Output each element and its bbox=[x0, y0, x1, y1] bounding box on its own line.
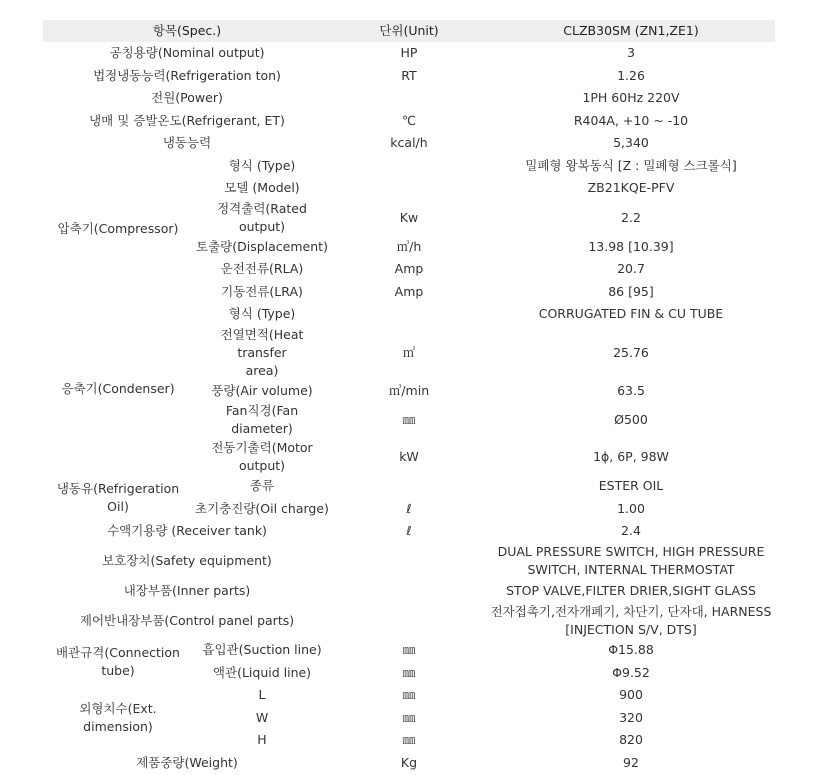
row-unit bbox=[331, 602, 487, 639]
row-label: 냉매 및 증발온도(Refrigerant, ET) bbox=[89, 112, 285, 128]
row-value: 320 bbox=[619, 709, 643, 725]
row-value: 13.98 [10.39] bbox=[588, 238, 674, 254]
row-value: R404A, +10 ~ -10 bbox=[573, 112, 689, 128]
row-value: Φ9.52 bbox=[612, 664, 650, 680]
row-label: 제품중량(Weight) bbox=[136, 754, 238, 770]
row-unit: Kw bbox=[399, 209, 419, 225]
row-value: 3 bbox=[627, 45, 635, 61]
row-value: 63.5 bbox=[617, 382, 645, 398]
row-label: 전원(Power) bbox=[151, 90, 223, 106]
row-inner-parts bbox=[43, 580, 775, 603]
row-value: 25.76 bbox=[613, 344, 649, 360]
row-unit: ㎜ bbox=[402, 687, 416, 703]
row-control-panel bbox=[43, 602, 775, 639]
row-label: 모델 (Model) bbox=[224, 180, 300, 196]
row-label: 정격출력(Rated output) bbox=[217, 200, 307, 234]
row-value: 1PH 60Hz 220V bbox=[582, 90, 680, 106]
value-line: [INJECTION S/V, DTS] bbox=[565, 621, 697, 637]
label-line: 전동기출력(Motor bbox=[211, 439, 313, 455]
row-unit: ㎥/min bbox=[388, 382, 430, 398]
row-unit: RT bbox=[401, 67, 417, 83]
row-value: 1ϕ, 6P, 98W bbox=[593, 448, 669, 464]
row-label: 운전전류(RLA) bbox=[220, 261, 304, 277]
header-spec: 항목(Spec.) bbox=[43, 20, 331, 42]
group-compressor: 압축기(Compressor) bbox=[57, 220, 179, 236]
group-condenser: 응축기(Condenser) bbox=[61, 381, 175, 396]
row-value: 86 [95] bbox=[608, 283, 654, 299]
row-value: CORRUGATED FIN & CU TUBE bbox=[538, 306, 724, 322]
row-value: 밀폐형 왕복동식 [Z : 밀폐형 스크롤식] bbox=[525, 157, 737, 173]
row-unit: ℓ bbox=[406, 500, 412, 516]
row-label: 초기충진량(Oil charge) bbox=[195, 500, 329, 516]
group-oil: 냉동유(Refrigeration Oil) bbox=[56, 480, 180, 514]
row-label bbox=[193, 326, 331, 380]
row-value bbox=[487, 602, 775, 639]
row-value: 92 bbox=[623, 754, 639, 770]
row-label: W bbox=[255, 709, 269, 725]
row-unit bbox=[331, 543, 487, 580]
row-safety bbox=[43, 543, 775, 580]
row-value: ZB21KQE-PFV bbox=[587, 180, 675, 196]
row-unit: ㎡ bbox=[402, 344, 416, 360]
row-value: Ø500 bbox=[614, 412, 648, 427]
row-unit: ㎜ bbox=[402, 664, 416, 680]
row-power bbox=[43, 87, 775, 110]
row-label: 기동전류(LRA) bbox=[221, 283, 303, 299]
row-unit bbox=[331, 475, 487, 498]
row-unit: ㎜ bbox=[402, 732, 416, 748]
group-line: tube) bbox=[101, 662, 135, 678]
row-label: L bbox=[258, 687, 266, 703]
row-unit: Amp bbox=[394, 283, 424, 299]
row-label: 액관(Liquid line) bbox=[212, 664, 312, 680]
row-value: 2.4 bbox=[621, 523, 641, 539]
row-unit: ℓ bbox=[406, 523, 412, 539]
group-dimension: 외형치수(Ext. dimension) bbox=[79, 700, 157, 734]
row-label: 제어반내장부품(Control panel parts) bbox=[79, 612, 295, 628]
row-unit: Kg bbox=[400, 754, 418, 770]
row-label: 토출량(Displacement) bbox=[196, 238, 328, 254]
row-label: 형식 (Type) bbox=[228, 157, 296, 173]
row-label: 보호장치(Safety equipment) bbox=[102, 553, 272, 568]
header-model: CLZB30SM (ZN1,ZE1) bbox=[487, 20, 775, 42]
row-unit: Amp bbox=[394, 261, 424, 277]
row-unit bbox=[331, 155, 487, 178]
table-header-row bbox=[43, 20, 775, 42]
value-line: DUAL PRESSURE SWITCH, HIGH PRESSURE bbox=[497, 544, 765, 559]
row-label: 수액기용량 (Receiver tank) bbox=[107, 523, 267, 539]
row-value: STOP VALVE,FILTER DRIER,SIGHT GLASS bbox=[506, 582, 756, 598]
row-refrigeration-ton bbox=[43, 65, 775, 88]
row-value: 1.26 bbox=[617, 67, 645, 83]
row-unit bbox=[331, 303, 487, 326]
row-value: 820 bbox=[619, 732, 643, 748]
row-label: 형식 (Type) bbox=[228, 306, 296, 322]
value-line: SWITCH, INTERNAL THERMOSTAT bbox=[527, 562, 735, 577]
row-label: 공칭용량(Nominal output) bbox=[109, 45, 265, 61]
row-label: 냉동능력 bbox=[162, 135, 212, 151]
row-unit: ㎜ bbox=[402, 709, 416, 725]
row-value: 900 bbox=[619, 687, 643, 703]
row-connection-suction bbox=[43, 639, 775, 662]
row-label bbox=[193, 438, 331, 475]
row-unit bbox=[331, 87, 487, 110]
row-unit bbox=[331, 580, 487, 603]
row-receiver bbox=[43, 520, 775, 543]
row-label: 법정냉동능력(Refrigeration ton) bbox=[93, 67, 281, 83]
row-dimension-l bbox=[43, 684, 775, 707]
row-value: ESTER OIL bbox=[598, 478, 664, 494]
row-compressor-type bbox=[43, 155, 775, 178]
row-label: 내장부품(Inner parts) bbox=[123, 582, 251, 598]
value-line: 전자접촉기,전자개폐기, 차단기, 단자대, HARNESS bbox=[490, 603, 772, 619]
row-value: 2.2 bbox=[621, 209, 641, 225]
group-connection bbox=[43, 639, 193, 684]
row-unit: ℃ bbox=[401, 112, 417, 128]
row-capacity bbox=[43, 132, 775, 155]
row-label: H bbox=[257, 732, 267, 748]
row-label: 종류 bbox=[249, 478, 275, 494]
spec-table-container bbox=[43, 20, 775, 774]
header-unit: 단위(Unit) bbox=[331, 20, 487, 42]
row-value: Φ15.88 bbox=[608, 642, 654, 658]
row-unit: ㎜ bbox=[402, 642, 416, 658]
row-oil-kind bbox=[43, 475, 775, 498]
row-refrigerant bbox=[43, 110, 775, 133]
row-unit bbox=[331, 177, 487, 200]
row-label: 흡입관(Suction line) bbox=[202, 642, 322, 658]
row-label: 풍량(Air volume) bbox=[211, 382, 313, 398]
row-unit: ㎥/h bbox=[396, 238, 422, 254]
row-weight bbox=[43, 752, 775, 775]
row-value: 1.00 bbox=[617, 500, 645, 516]
row-condenser-type bbox=[43, 303, 775, 326]
row-value: 20.7 bbox=[617, 261, 645, 277]
label-line: 전열면적(Heat transfer bbox=[220, 326, 304, 360]
row-value bbox=[487, 543, 775, 580]
label-line: area) bbox=[245, 362, 279, 378]
spec-table bbox=[43, 20, 775, 774]
label-line: output) bbox=[238, 457, 286, 473]
row-unit: kcal/h bbox=[390, 135, 428, 151]
row-unit: kW bbox=[399, 448, 419, 464]
row-value: 5,340 bbox=[613, 135, 649, 151]
row-label: Fan직경(Fan diameter) bbox=[225, 403, 299, 436]
row-unit: ㎜ bbox=[402, 412, 416, 427]
group-line: 배관규격(Connection bbox=[56, 644, 180, 660]
row-nominal-output bbox=[43, 42, 775, 65]
row-unit: HP bbox=[400, 45, 418, 61]
